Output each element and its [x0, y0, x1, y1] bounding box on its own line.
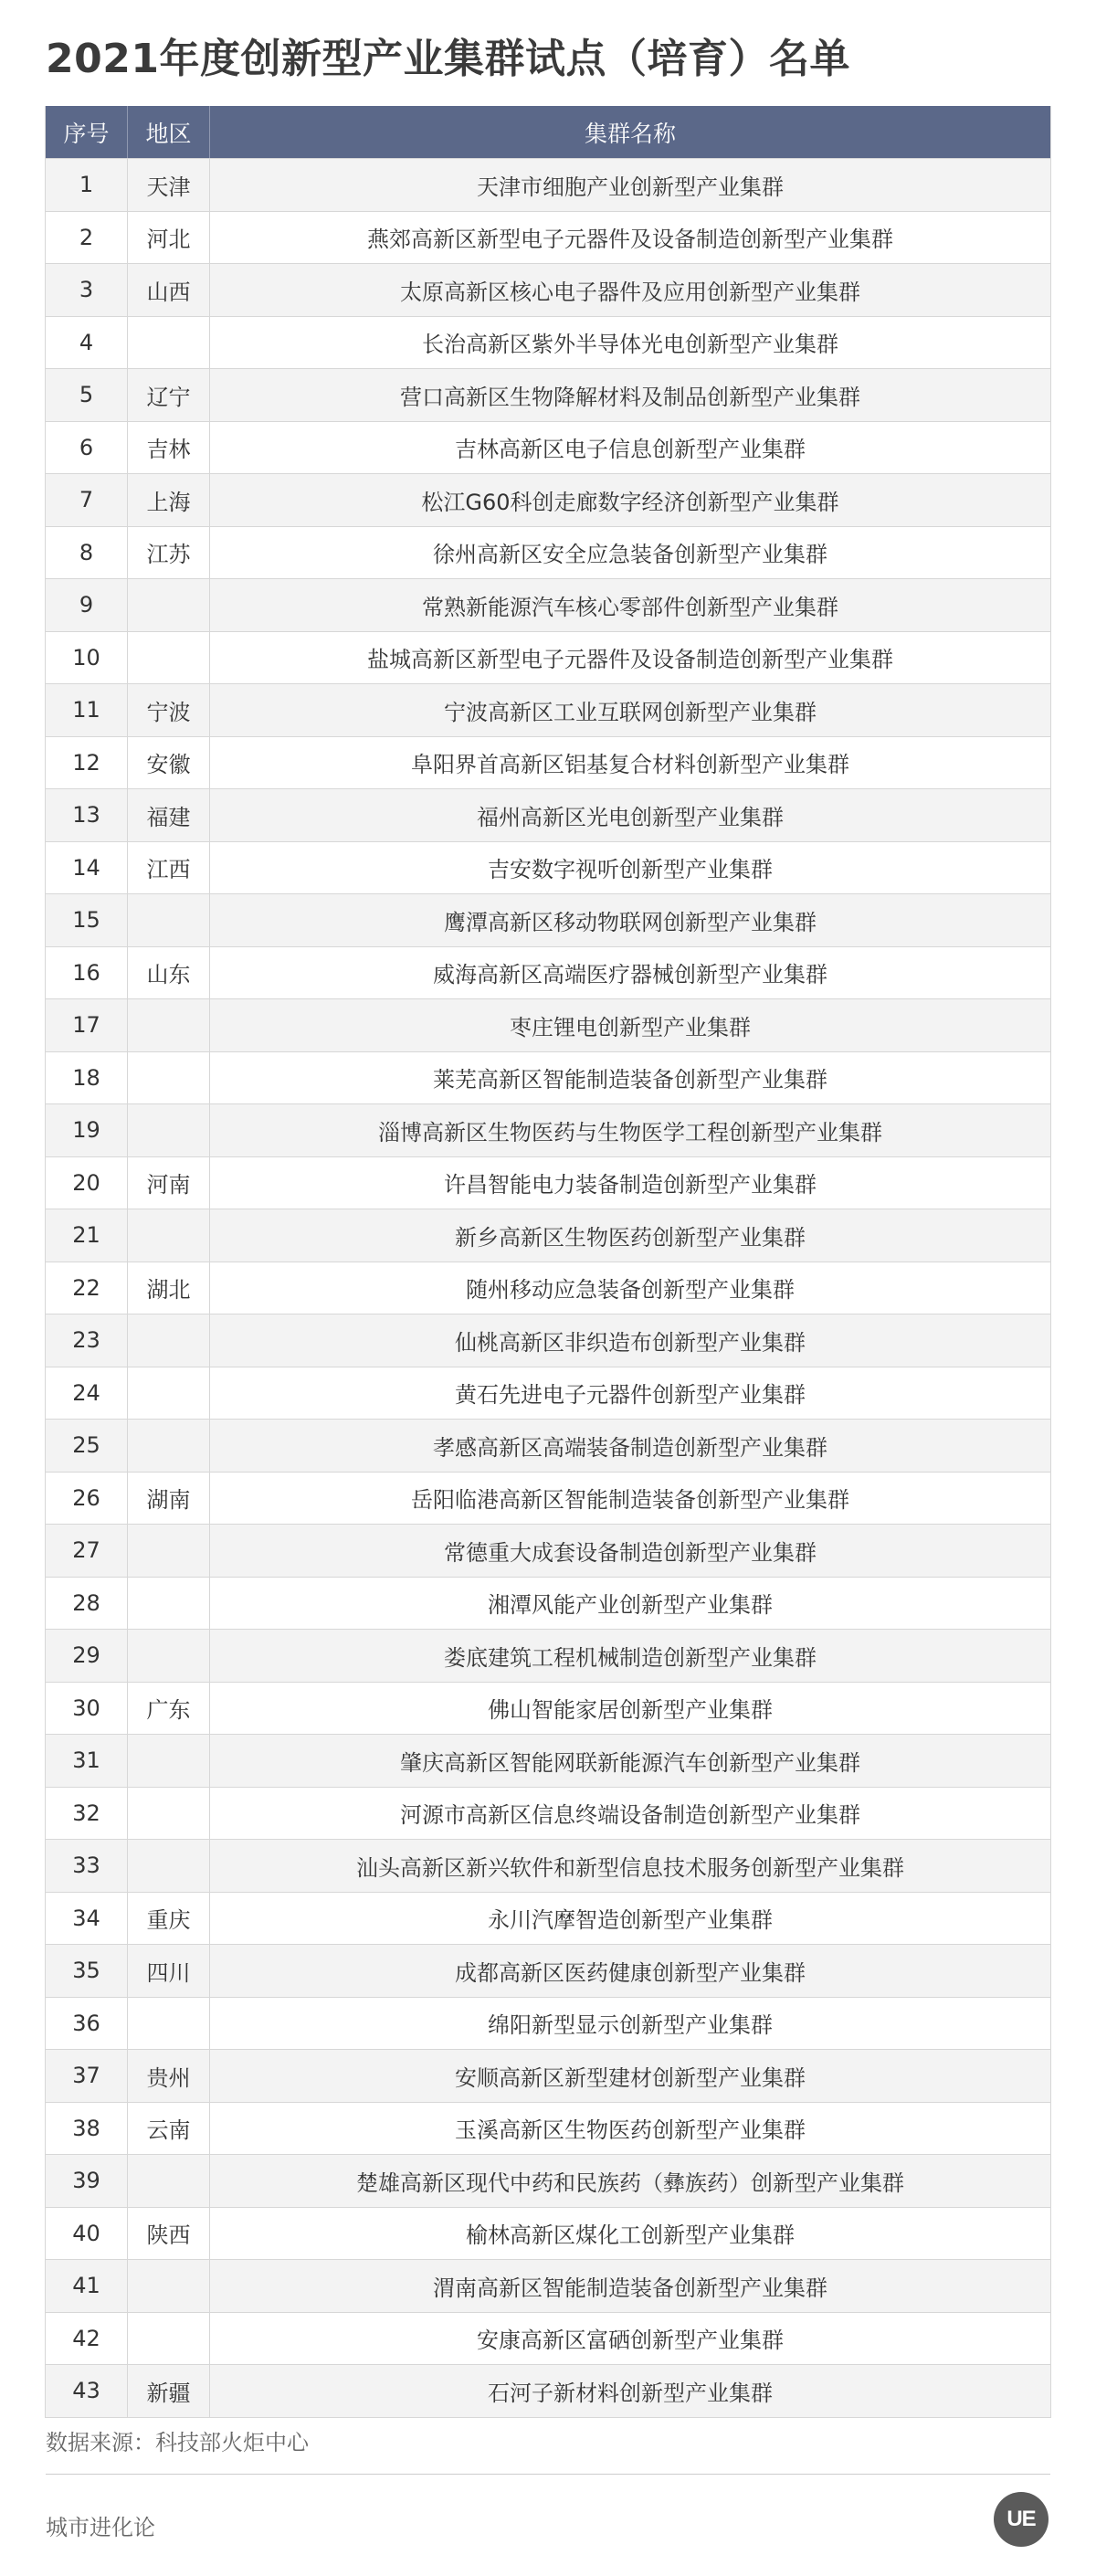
row-cluster-name: 福州高新区光电创新型产业集群 [477, 804, 784, 830]
row-region: 江西 [128, 842, 210, 894]
row-cluster-name: 孝感高新区高端装备制造创新型产业集群 [433, 1434, 827, 1461]
row-index: 38 [46, 2103, 128, 2155]
row-index: 10 [46, 632, 128, 684]
row-index: 15 [46, 894, 128, 946]
table-row [46, 421, 1050, 474]
header-region: 地区 [128, 106, 210, 158]
row-region: 重庆 [128, 1893, 210, 1945]
row-region: 宁波 [128, 684, 210, 736]
row-index: 33 [46, 1840, 128, 1892]
row-index: 30 [46, 1683, 128, 1735]
table-row [46, 1314, 1050, 1367]
table-row [46, 893, 1050, 946]
row-cluster-name: 太原高新区核心电子器件及应用创新型产业集群 [400, 279, 860, 305]
row-region [128, 1788, 210, 1840]
row-region [128, 1840, 210, 1892]
row-region [128, 1525, 210, 1577]
table-row [46, 1051, 1050, 1104]
table-row [46, 211, 1050, 264]
row-region [128, 1998, 210, 2050]
table-row [46, 998, 1050, 1051]
footer-brand: 城市进化论 [46, 2515, 155, 2540]
row-region: 天津 [128, 159, 210, 211]
table-row [46, 1997, 1050, 2050]
header-cluster-name: 集群名称 [584, 120, 676, 147]
row-cluster-name: 渭南高新区智能制造装备创新型产业集群 [433, 2275, 827, 2301]
row-cluster-name: 吉安数字视听创新型产业集群 [488, 857, 773, 883]
row-cluster-name: 松江G60科创走廊数字经济创新型产业集群 [421, 489, 839, 515]
row-index: 16 [46, 947, 128, 999]
table-row [46, 526, 1050, 579]
row-region: 河南 [128, 1157, 210, 1209]
row-region: 江苏 [128, 527, 210, 579]
table-row [46, 683, 1050, 736]
row-region [128, 1209, 210, 1262]
row-index: 36 [46, 1998, 128, 2050]
row-cluster-name: 莱芜高新区智能制造装备创新型产业集群 [433, 1067, 827, 1093]
row-cluster-name: 淄博高新区生物医药与生物医学工程创新型产业集群 [378, 1119, 882, 1145]
table-row [46, 736, 1050, 789]
row-region: 云南 [128, 2103, 210, 2155]
row-index: 25 [46, 1420, 128, 1472]
row-cluster-name: 常熟新能源汽车核心零部件创新型产业集群 [422, 594, 838, 620]
row-region: 上海 [128, 474, 210, 526]
row-index: 2 [46, 212, 128, 264]
table-row [46, 1472, 1050, 1525]
row-cluster-name: 湘潭风能产业创新型产业集群 [488, 1592, 773, 1619]
row-cluster-name: 营口高新区生物降解材料及制品创新型产业集群 [400, 384, 860, 410]
row-index: 1 [46, 159, 128, 211]
row-index: 31 [46, 1735, 128, 1787]
row-index: 19 [46, 1104, 128, 1156]
row-region: 湖南 [128, 1473, 210, 1525]
row-index: 37 [46, 2050, 128, 2102]
row-cluster-name: 佛山智能家居创新型产业集群 [488, 1697, 773, 1724]
table-row [46, 2312, 1050, 2365]
row-cluster-name: 天津市细胞产业创新型产业集群 [477, 174, 784, 200]
row-region: 陕西 [128, 2208, 210, 2260]
row-region: 河北 [128, 212, 210, 264]
row-cluster-name: 徐州高新区安全应急装备创新型产业集群 [433, 542, 827, 568]
row-index: 12 [46, 737, 128, 789]
row-region [128, 579, 210, 631]
row-index: 8 [46, 527, 128, 579]
row-cluster-name: 河源市高新区信息终端设备制造创新型产业集群 [400, 1802, 860, 1829]
table-row [46, 1367, 1050, 1420]
row-index: 42 [46, 2313, 128, 2365]
row-index: 29 [46, 1630, 128, 1682]
row-region: 吉林 [128, 422, 210, 474]
row-region [128, 317, 210, 369]
row-cluster-name: 威海高新区高端医疗器械创新型产业集群 [433, 962, 827, 988]
row-region: 辽宁 [128, 369, 210, 421]
table-row [46, 1103, 1050, 1156]
row-index: 18 [46, 1052, 128, 1104]
row-index: 11 [46, 684, 128, 736]
row-cluster-name: 娄底建筑工程机械制造创新型产业集群 [444, 1644, 817, 1671]
row-cluster-name: 仙桃高新区非织造布创新型产业集群 [455, 1329, 806, 1356]
row-index: 22 [46, 1262, 128, 1314]
table-row [46, 263, 1050, 316]
row-index: 39 [46, 2155, 128, 2207]
row-region: 安徽 [128, 737, 210, 789]
row-region: 湖北 [128, 1262, 210, 1314]
row-index: 34 [46, 1893, 128, 1945]
row-region [128, 1367, 210, 1420]
row-region [128, 1630, 210, 1682]
row-index: 14 [46, 842, 128, 894]
table-row [46, 631, 1050, 684]
table-row [46, 578, 1050, 631]
table-row [46, 1682, 1050, 1735]
row-cluster-name: 汕头高新区新兴软件和新型信息技术服务创新型产业集群 [356, 1854, 904, 1881]
row-region: 四川 [128, 1945, 210, 1997]
row-index: 23 [46, 1314, 128, 1367]
row-cluster-name: 成都高新区医药健康创新型产业集群 [455, 1959, 806, 1986]
table-row [46, 368, 1050, 421]
row-region: 福建 [128, 789, 210, 841]
table-row [46, 841, 1050, 894]
table-row [46, 1787, 1050, 1840]
table-row [46, 473, 1050, 526]
row-index: 24 [46, 1367, 128, 1420]
row-region [128, 2155, 210, 2207]
table-row [46, 2364, 1050, 2417]
row-region [128, 2313, 210, 2365]
row-cluster-name: 吉林高新区电子信息创新型产业集群 [455, 437, 806, 463]
row-cluster-name: 宁波高新区工业互联网创新型产业集群 [444, 699, 817, 725]
table-row [46, 2154, 1050, 2207]
row-cluster-name: 随州移动应急装备创新型产业集群 [466, 1277, 795, 1304]
row-region [128, 894, 210, 946]
row-cluster-name: 玉溪高新区生物医药创新型产业集群 [455, 2117, 806, 2144]
row-index: 7 [46, 474, 128, 526]
table-header [46, 106, 1050, 158]
row-cluster-name: 常德重大成套设备制造创新型产业集群 [444, 1539, 817, 1566]
table-row [46, 1262, 1050, 1314]
row-cluster-name: 盐城高新区新型电子元器件及设备制造创新型产业集群 [367, 647, 893, 673]
row-region: 新疆 [128, 2365, 210, 2417]
row-cluster-name: 绵阳新型显示创新型产业集群 [488, 2012, 773, 2039]
table-row [46, 1839, 1050, 1892]
page-title: 2021年度创新型产业集群试点（培育）名单 [46, 36, 850, 82]
table-row [46, 1944, 1050, 1997]
row-cluster-name: 安顺高新区新型建材创新型产业集群 [455, 2064, 806, 2091]
row-region [128, 999, 210, 1051]
table-row [46, 158, 1050, 211]
table-row [46, 1892, 1050, 1945]
row-cluster-name: 燕郊高新区新型电子元器件及设备制造创新型产业集群 [367, 227, 893, 253]
table-row [46, 946, 1050, 999]
table-row [46, 1734, 1050, 1787]
table-row [46, 1209, 1050, 1262]
row-cluster-name: 许昌智能电力装备制造创新型产业集群 [444, 1172, 817, 1198]
table-row [46, 1629, 1050, 1682]
row-index: 9 [46, 579, 128, 631]
table-body [46, 158, 1050, 2417]
row-index: 3 [46, 264, 128, 316]
row-index: 40 [46, 2208, 128, 2260]
row-index: 43 [46, 2365, 128, 2417]
header-index: 序号 [46, 106, 128, 158]
cluster-table [45, 106, 1051, 2418]
row-region: 山西 [128, 264, 210, 316]
row-cluster-name: 长治高新区紫外半导体光电创新型产业集群 [422, 332, 838, 358]
row-cluster-name: 岳阳临港高新区智能制造装备创新型产业集群 [411, 1487, 849, 1514]
row-cluster-name: 黄石先进电子元器件创新型产业集群 [455, 1382, 806, 1409]
row-region [128, 1104, 210, 1156]
row-region: 广东 [128, 1683, 210, 1735]
row-region [128, 1735, 210, 1787]
row-index: 27 [46, 1525, 128, 1577]
row-region [128, 1578, 210, 1630]
row-cluster-name: 阜阳界首高新区铝基复合材料创新型产业集群 [411, 752, 849, 778]
row-cluster-name: 肇庆高新区智能网联新能源汽车创新型产业集群 [400, 1749, 860, 1776]
data-source-note: 数据来源：科技部火炬中心 [46, 2430, 309, 2455]
table-row [46, 1524, 1050, 1577]
row-index: 5 [46, 369, 128, 421]
row-cluster-name: 石河子新材料创新型产业集群 [488, 2380, 773, 2406]
table-row [46, 316, 1050, 369]
row-index: 20 [46, 1157, 128, 1209]
row-index: 35 [46, 1945, 128, 1997]
row-index: 4 [46, 317, 128, 369]
row-region [128, 1052, 210, 1104]
table-row [46, 2207, 1050, 2260]
table-row [46, 2259, 1050, 2312]
row-index: 28 [46, 1578, 128, 1630]
row-region [128, 632, 210, 684]
row-region [128, 1314, 210, 1367]
table-row [46, 1156, 1050, 1209]
table-row [46, 1419, 1050, 1472]
row-index: 41 [46, 2260, 128, 2312]
row-cluster-name: 枣庄锂电创新型产业集群 [510, 1014, 751, 1040]
row-index: 32 [46, 1788, 128, 1840]
row-region: 贵州 [128, 2050, 210, 2102]
footer-divider [46, 2474, 1050, 2475]
row-index: 6 [46, 422, 128, 474]
table-row [46, 788, 1050, 841]
table-row [46, 2102, 1050, 2155]
row-cluster-name: 楚雄高新区现代中药和民族药（彝族药）创新型产业集群 [356, 2170, 904, 2196]
table-row [46, 2049, 1050, 2102]
row-cluster-name: 鹰潭高新区移动物联网创新型产业集群 [444, 909, 817, 935]
row-cluster-name: 榆林高新区煤化工创新型产业集群 [466, 2222, 795, 2249]
row-region: 山东 [128, 947, 210, 999]
table-row [46, 1577, 1050, 1630]
row-cluster-name: 永川汽摩智造创新型产业集群 [488, 1907, 773, 1934]
row-cluster-name: 安康高新区富硒创新型产业集群 [477, 2328, 784, 2354]
row-index: 17 [46, 999, 128, 1051]
row-index: 13 [46, 789, 128, 841]
row-region [128, 2260, 210, 2312]
row-region [128, 1420, 210, 1472]
row-index: 26 [46, 1473, 128, 1525]
row-cluster-name: 新乡高新区生物医药创新型产业集群 [455, 1224, 806, 1251]
row-index: 21 [46, 1209, 128, 1262]
brand-logo-icon: UE [994, 2492, 1049, 2547]
